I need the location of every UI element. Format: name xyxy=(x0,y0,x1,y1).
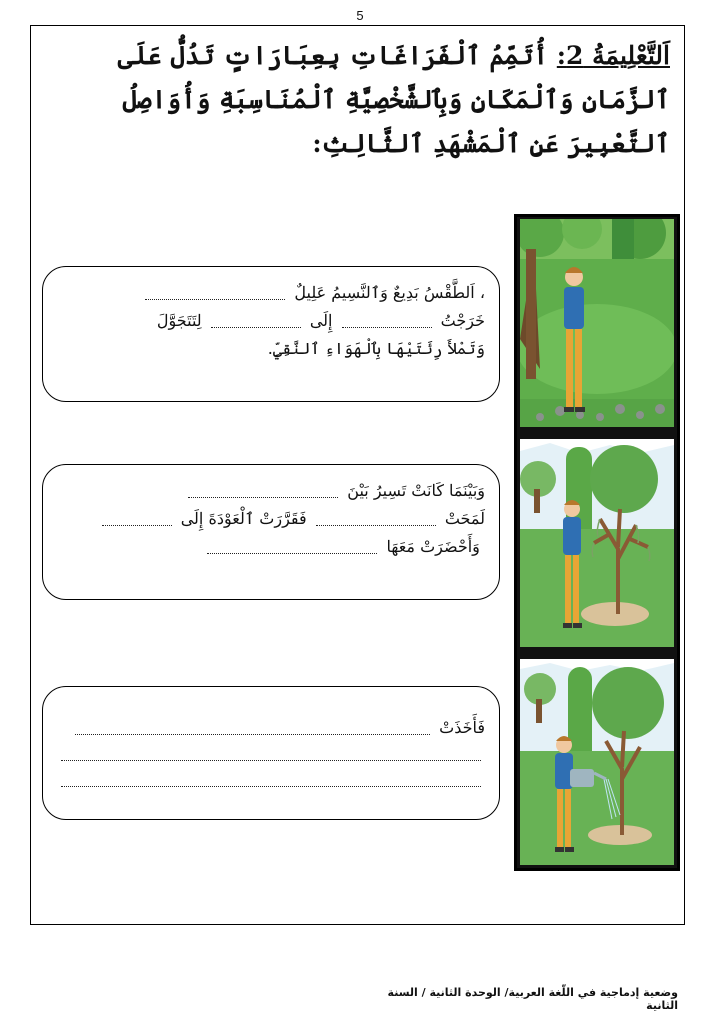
box2-text-brought: وَأَحْضَرَتْ مَعَهَا xyxy=(386,537,480,556)
box3-line2 xyxy=(57,741,485,767)
blank-among[interactable] xyxy=(188,485,338,498)
box1-word-to: إِلَى xyxy=(309,311,333,330)
box2-text-walking: وَبَيْنَمَا كَانَتْ تَسِيرُ بَيْنَ xyxy=(347,481,485,500)
box1-line3: وَتَمْلأَ رِئَتَيْهَا بِٱلْهَوَاءِ ٱلنَّقِيِّ. xyxy=(267,339,485,358)
fill-box-scene-1 xyxy=(42,266,500,402)
blank-line-2[interactable] xyxy=(61,748,481,761)
scene-2-image xyxy=(520,439,674,647)
blank-brought[interactable] xyxy=(207,541,377,554)
fill-box-scene-2 xyxy=(42,464,500,600)
box1-line1 xyxy=(57,279,485,307)
blank-time[interactable] xyxy=(145,287,285,300)
instruction-label: اَلتَّعْلِيمَةُ 2: xyxy=(556,41,670,70)
blank-noticed[interactable] xyxy=(316,513,436,526)
blank-took[interactable] xyxy=(75,722,430,735)
blank-line-3[interactable] xyxy=(61,774,481,787)
instruction xyxy=(40,34,670,166)
box2-word-noticed: لَمَحَتْ xyxy=(444,509,485,528)
box1-word-stroll: لِتَتَجَوَّلَ xyxy=(156,311,202,330)
box1-text-weather: ، اَلطَّقْسُ بَدِيعٌ وَٱلنَّسِيمُ عَلِيلٌ xyxy=(294,283,485,302)
box2-text-decided: فَقَرَّرَتْ ٱلْعَوْدَةَ إِلَى xyxy=(180,509,307,528)
blank-return[interactable] xyxy=(102,513,172,526)
page-number: 5 xyxy=(356,8,364,23)
scene-1-image xyxy=(520,219,674,427)
box3-line3 xyxy=(57,767,485,793)
box3-text-took: فَأَخَذَتْ xyxy=(439,718,485,737)
box1-line2 xyxy=(57,307,485,335)
blank-place[interactable] xyxy=(211,315,301,328)
box1-word-went-out: خَرَجْتُ xyxy=(440,311,485,330)
instruction-text: أُتَمِّمُ ٱلْفَرَاغَاتِ بِعِبَارَاتٍ تَدُلُّ عَلَى ٱلزَّمَانِ وَٱلْمَكَانِ وَبِٱلشَّخْصِيَّةِ ٱلْمُنَاسِبَةِ وَأُوَاصِلُ ٱلتَّعْبِيرَ عَنِ ٱلْمَشْهَدِ ٱلثَّالِثِ: xyxy=(117,41,670,158)
box2-line1 xyxy=(57,477,485,505)
blank-character[interactable] xyxy=(342,315,432,328)
footer: وضعية إدماجية في اللّغة العربية/ الوحدة الثانية / السنة الثانية xyxy=(387,986,678,1012)
comic-strip xyxy=(514,214,680,871)
box3-line1 xyxy=(57,715,485,741)
box2-line3 xyxy=(57,533,485,561)
fill-box-scene-3 xyxy=(42,686,500,820)
box2-line2 xyxy=(57,505,485,533)
scene-3-image xyxy=(520,659,674,865)
